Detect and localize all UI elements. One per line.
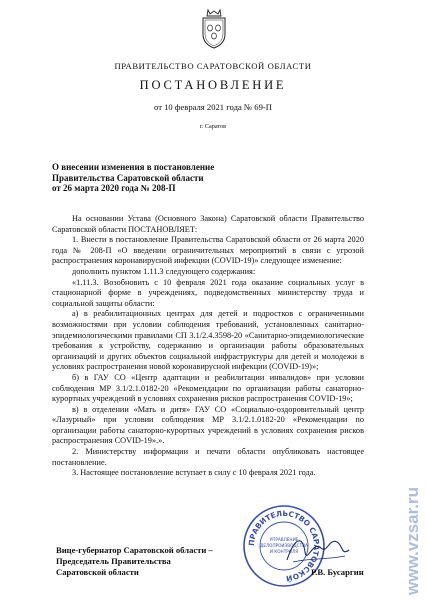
body-paragraph: 2. Министерству информации и печати области опубликовать настоящее постановление. bbox=[52, 447, 364, 467]
document-city: г. Саратов bbox=[199, 123, 227, 130]
subject-line: О внесении изменения в постановление bbox=[52, 162, 215, 172]
handwritten-signature bbox=[283, 530, 353, 570]
signatory-title-line: Саратовской области bbox=[56, 567, 139, 577]
body-paragraph: «1.11.3. Возобновить с 10 февраля 2021 года оказание социальных услуг в стационарной форме в учреждениях, подведомственных министерству труда и социальной защиты области: bbox=[52, 277, 364, 308]
document-type: ПОСТАНОВЛЕНИЕ bbox=[139, 78, 287, 92]
body-paragraph: в) в отделении «Мать и дитя» ГАУ СО «Социально-оздоровительный центр «Лазурный» при условии соблюдения МР 3.1/2.1.0182-20 «Рекомендации по организации работы санаторно-курортных учреждений в условиях сохранения рисков распространения COVID-19».». bbox=[52, 404, 364, 446]
stamp-center-line: УПРАВЛЕНИЕ bbox=[269, 537, 299, 542]
signatory-title-line: Председатель Правительства bbox=[56, 556, 171, 566]
document-body bbox=[52, 214, 364, 479]
subject-line: от 26 марта 2020 года № 208-П bbox=[52, 183, 176, 194]
subject-line: Правительства Саратовской области bbox=[52, 172, 204, 183]
signatory-title-line: Вице-губернатор Саратовской области – bbox=[56, 545, 213, 555]
body-paragraph: 1. Внести в постановление Правительства Саратовской области от 26 марта 2020 года № 208-П «О введении ограничительных мероприятий в связи с угрозой распространения коронавирусной инфекции (COVID-19)» следующее изменение: bbox=[52, 235, 364, 266]
body-paragraph: дополнить пунктом 1.11.3 следующего содержания: bbox=[72, 266, 256, 276]
body-paragraph: На основании Устава (Основного Закона) Саратовской области Правительство Саратовской области ПОСТАНОВЛЯЕТ: bbox=[52, 214, 364, 234]
site-watermark bbox=[402, 400, 424, 600]
coat-of-arms-icon bbox=[200, 8, 228, 50]
document-subject bbox=[52, 162, 332, 194]
body-paragraph: б) в ГАУ СО «Центр адаптации и реабилитации инвалидов» при условии соблюдения МР 3.1/2.1.0182-20 «Рекомендации по организации работы санаторно-курортных учреждений в условиях сохранения рисков распространения COVID-19»; bbox=[52, 372, 364, 404]
document-date-number: от 10 февраля 2021 года № 69-П bbox=[154, 102, 272, 112]
signatory-name: Р.В. Бусаргин bbox=[311, 567, 364, 577]
stamp-center-line: И КОНТРОЛЯ bbox=[269, 549, 299, 554]
signatory-title bbox=[56, 545, 246, 578]
watermark-text: www.vzsar.ru bbox=[403, 486, 422, 595]
stamp-ring-text: ПРАВИТЕЛЬСТВО САРАТОВСКОЙ bbox=[246, 508, 322, 584]
body-paragraph: а) в реабилитационных центрах для детей и подростков с ограниченными возможностями при условии соблюдения требований, установленных санитарно-эпидемиологическими правилами СП 3.1/2.4.3598-20 «Санитарно-эпидемиологические требования к устройству, содержанию и организации работы образовательных организаций и других объектов социальной инфраструктуры для детей и молодежи в условиях распространения новой коронавирусной инфекции (COVID-19)»; bbox=[52, 309, 364, 372]
stamp-center-line: ДЕЛОПРОИЗВОДСТВА bbox=[260, 543, 308, 548]
body-paragraph: 3. Настоящее постановление вступает в силу с 10 февраля 2021 года. bbox=[72, 468, 316, 478]
government-name: ПРАВИТЕЛЬСТВО САРАТОВСКОЙ ОБЛАСТИ bbox=[114, 61, 312, 71]
